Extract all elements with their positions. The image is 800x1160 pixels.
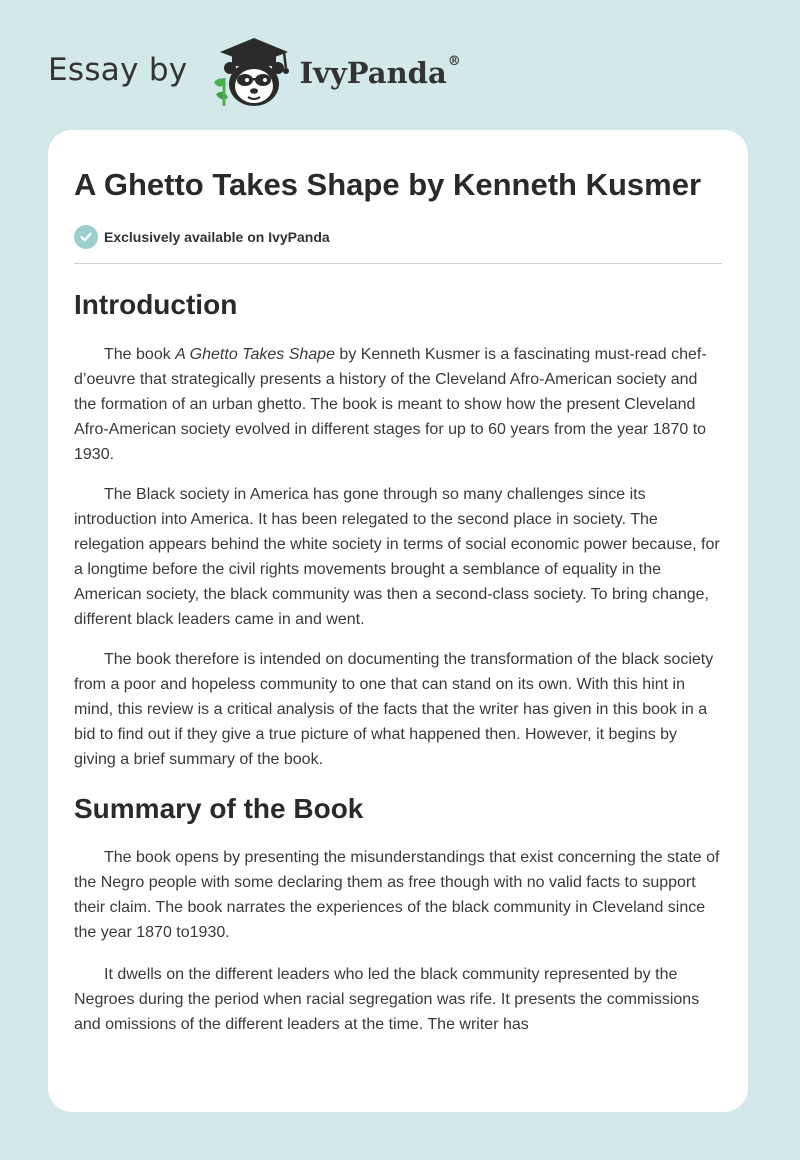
paragraph: The book A Ghetto Takes Shape by Kenneth Kusmer is a fascinating must-read chef-d’oeuvre that strategically presents a history of the Cleveland Afro-American society and the formation of an urban ghetto. The book is meant to show how the present Cleveland Afro-American society evolved in different stages for up to 60 years from the year 1870 to 1930. (74, 346, 707, 463)
paragraph: It dwells on the different leaders who led the black community represented by the Negroes during the period when racial segregation was rife. It presents the commissions and omissions of the different leaders at the time. The writer has (74, 966, 700, 1033)
panda-logo-icon[interactable] (208, 34, 296, 110)
paragraph: The book opens by presenting the misunderstandings that exist concerning the state of the Negro people with some declaring them as free though with no valid facts to support their claim. The book narrates the experiences of the black community in Cleveland since the year 1870 to1930. (74, 849, 720, 941)
exclusive-badge (74, 224, 722, 250)
registered-mark: ® (447, 54, 461, 69)
essay-title: A Ghetto Takes Shape by Kenneth Kusmer (74, 167, 702, 202)
essay-content (74, 164, 722, 1052)
brand-name[interactable]: IvyPanda® (299, 54, 461, 90)
book-title-emphasis: A Ghetto Takes Shape (175, 346, 335, 363)
paragraph: The Black society in America has gone through so many challenges since its introduction into America. It has been relegated to the second place in society. The relegation appears behind the white society in terms of social economic power because, for a longtime before the civil rights movements brought a semblance of equality in the American society, the black community was then a second-class society. To bring change, different black leaders came in and went. (74, 486, 720, 628)
section-heading: Summary of the Book (74, 793, 364, 824)
check-circle-icon (74, 225, 98, 249)
section-heading: Introduction (74, 289, 238, 320)
divider (74, 263, 722, 264)
badge-text: Exclusively available on IvyPanda (104, 229, 330, 245)
paragraph: The book therefore is intended on documenting the transformation of the black society from a poor and hopeless community to one that can stand on its own. With this hint in mind, this review is a critical analysis of the facts that the writer has given in this book in a bid to find out if they give a true picture of what happened then. However, it begins by giving a brief summary of the book. (74, 651, 714, 768)
essay-card (48, 130, 748, 1112)
essay-by-label: Essay by (48, 52, 188, 88)
site-header (48, 34, 461, 110)
